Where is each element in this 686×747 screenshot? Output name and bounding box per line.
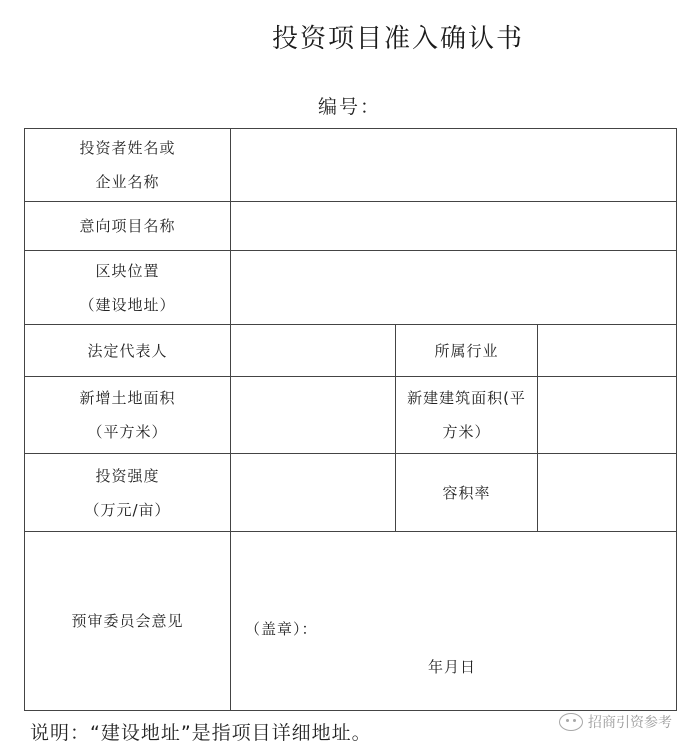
field-investment-intensity[interactable] bbox=[231, 454, 396, 532]
field-new-land-area[interactable] bbox=[231, 377, 396, 454]
label-new-building-area-line1: 新建建筑面积(平 bbox=[407, 389, 526, 407]
row-location bbox=[25, 251, 677, 325]
row-intensity-ratio bbox=[25, 454, 677, 532]
row-review-opinion bbox=[25, 532, 677, 711]
label-new-land-area-line1: 新增土地面积 bbox=[79, 389, 176, 407]
row-investor-name bbox=[25, 129, 677, 202]
label-project-name: 意向项目名称 bbox=[25, 202, 231, 251]
label-investor-name bbox=[25, 129, 231, 202]
field-plot-ratio[interactable] bbox=[538, 454, 677, 532]
document-title: 投资项目准入确认书 bbox=[271, 24, 524, 54]
label-investment-intensity-line1: 投资强度 bbox=[95, 466, 160, 485]
label-investment-intensity bbox=[25, 454, 231, 532]
field-review-opinion[interactable] bbox=[231, 532, 677, 711]
label-new-building-area bbox=[396, 377, 538, 454]
label-legal-rep: 法定代表人 bbox=[25, 325, 231, 377]
label-location-line2: （建设地址） bbox=[79, 295, 176, 314]
label-investor-name-line2: 企业名称 bbox=[95, 173, 160, 191]
row-legal-rep-industry bbox=[25, 325, 677, 377]
field-legal-rep[interactable] bbox=[231, 325, 396, 377]
label-location bbox=[25, 251, 231, 325]
label-review-opinion: 预审委员会意见 bbox=[25, 532, 231, 711]
watermark bbox=[559, 712, 672, 732]
label-new-building-area-line2: 方米） bbox=[442, 423, 491, 441]
label-new-land-area bbox=[25, 377, 231, 454]
field-location[interactable] bbox=[231, 251, 677, 325]
row-areas bbox=[25, 377, 677, 454]
seal-label: （盖章）： bbox=[245, 620, 318, 638]
label-plot-ratio: 容积率 bbox=[396, 454, 538, 532]
date-label: 年月日 bbox=[428, 658, 477, 676]
row-project-name bbox=[25, 202, 677, 251]
label-investor-name-line1: 投资者姓名或 bbox=[79, 139, 176, 157]
label-industry: 所属行业 bbox=[396, 325, 538, 377]
wechat-icon bbox=[559, 713, 583, 731]
label-location-line1: 区块位置 bbox=[95, 261, 160, 280]
field-new-building-area[interactable] bbox=[538, 377, 677, 454]
field-project-name[interactable] bbox=[231, 202, 677, 251]
number-label: 编号： bbox=[318, 96, 382, 118]
confirmation-form-table bbox=[24, 128, 677, 711]
field-industry[interactable] bbox=[538, 325, 677, 377]
watermark-text: 招商引资参考 bbox=[588, 715, 672, 731]
label-new-land-area-line2: （平方米） bbox=[87, 423, 168, 441]
field-investor-name[interactable] bbox=[231, 129, 677, 202]
label-investment-intensity-line2: （万元/亩） bbox=[84, 500, 171, 519]
footnote: 说明：“建设地址”是指项目详细地址。 bbox=[30, 722, 372, 744]
